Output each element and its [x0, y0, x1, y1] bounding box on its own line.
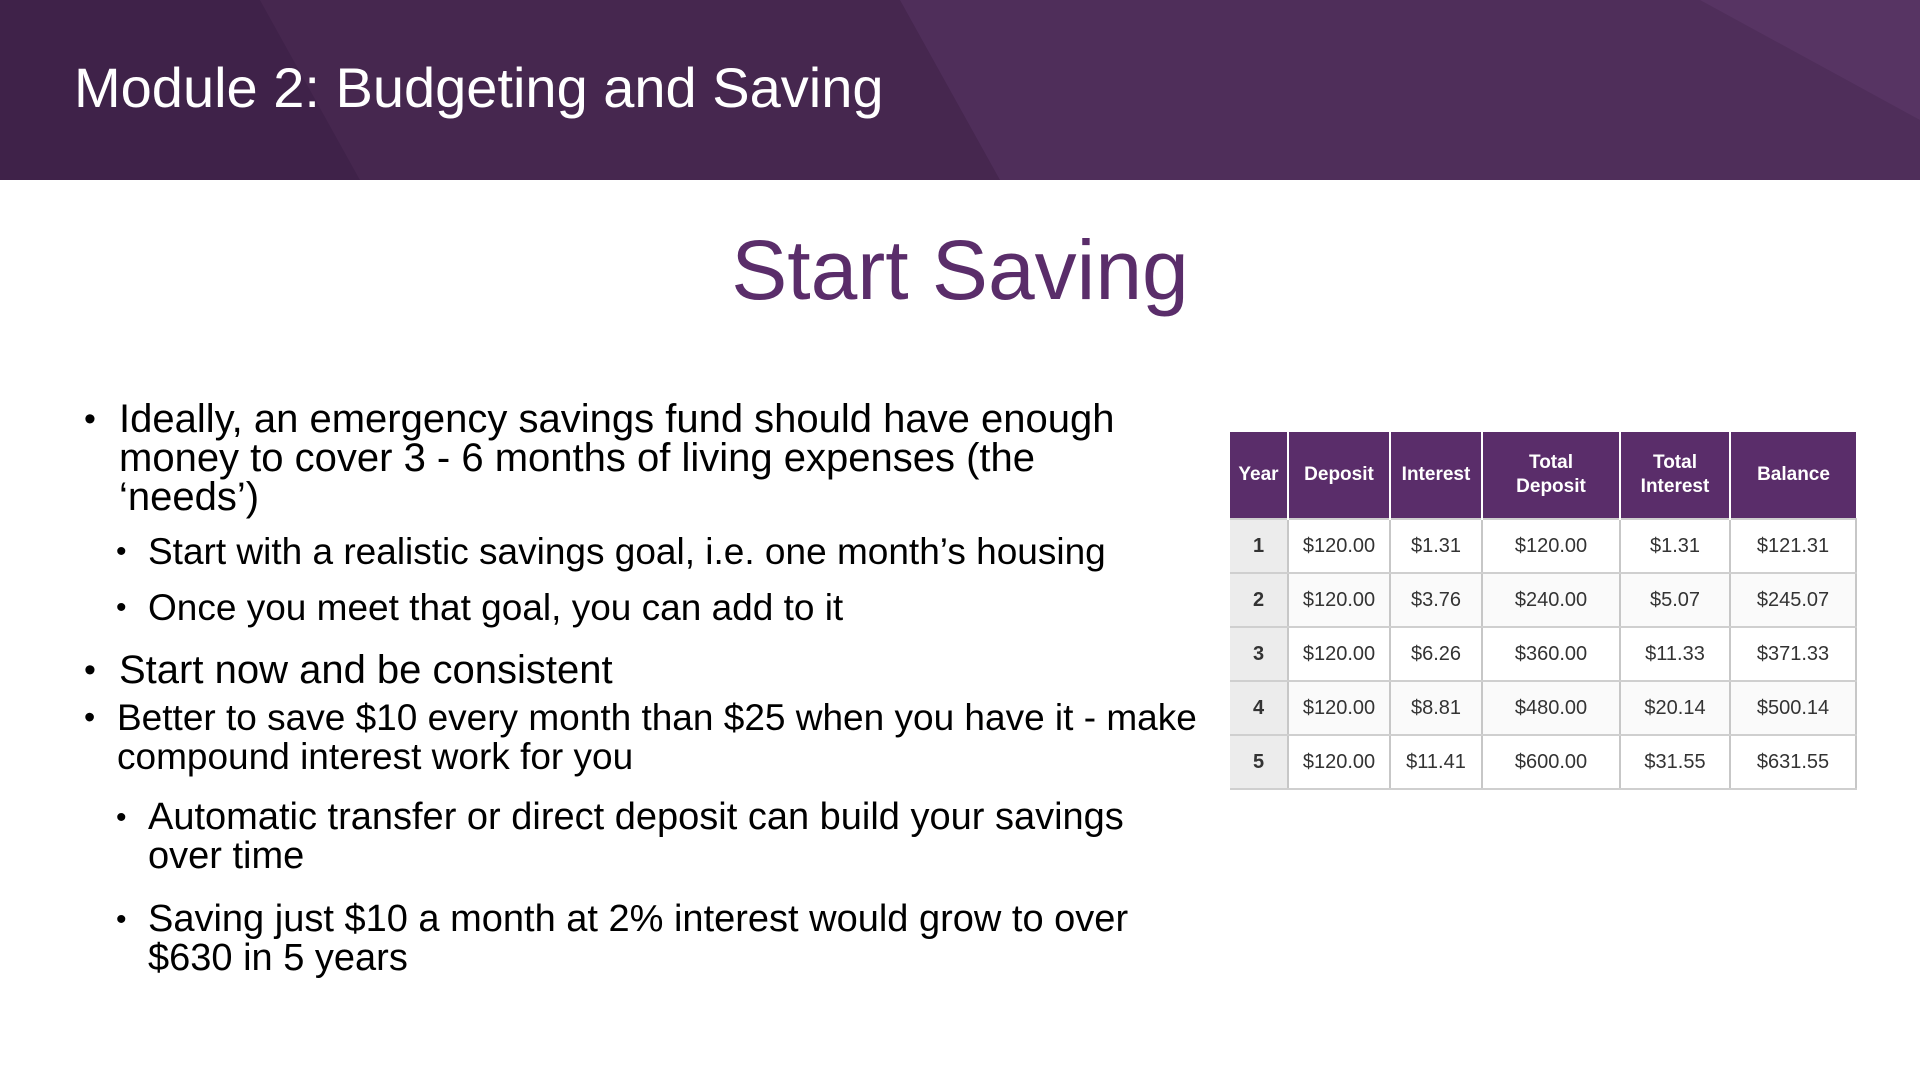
table-cell: $121.31 [1730, 519, 1856, 573]
table-cell: $3.76 [1390, 573, 1482, 627]
table-cell: $8.81 [1390, 681, 1482, 735]
table-cell: $600.00 [1482, 735, 1620, 789]
table-cell: $371.33 [1730, 627, 1856, 681]
bullet-text: Once you meet that goal, you can add to it [148, 587, 844, 628]
sub-bullet-item [84, 900, 1208, 978]
bullet-item [84, 648, 1184, 692]
table-cell: $120.00 [1288, 627, 1390, 681]
sub-bullet-item [84, 589, 1184, 627]
table-cell: $360.00 [1482, 627, 1620, 681]
table-cell: 3 [1230, 627, 1288, 681]
table-cell: $20.14 [1620, 681, 1730, 735]
sub-bullet-item [84, 798, 1148, 876]
column-header-total-deposit: Total Deposit [1482, 432, 1620, 519]
column-header-balance: Balance [1730, 432, 1856, 519]
bullet-dot: • [116, 903, 127, 936]
module-title: Module 2: Budgeting and Saving [74, 56, 884, 119]
bullet-dot: • [84, 699, 96, 735]
table-row [1230, 681, 1856, 735]
table-cell: $6.26 [1390, 627, 1482, 681]
slide-title: Start Saving [731, 223, 1189, 317]
column-header-total-interest: Total Interest [1620, 432, 1730, 519]
table-row [1230, 735, 1856, 789]
bullet-text: Start now and be consistent [119, 648, 613, 692]
savings-table [1230, 432, 1857, 790]
table-cell: $240.00 [1482, 573, 1620, 627]
table-cell: 1 [1230, 519, 1288, 573]
table-cell: $631.55 [1730, 735, 1856, 789]
bullet-text: Automatic transfer or direct deposit can build your savings over time [148, 796, 1124, 877]
table-cell: $11.41 [1390, 735, 1482, 789]
bullet-dot: • [116, 801, 127, 834]
bullet-text: Ideally, an emergency savings fund should have enough money to cover 3 - 6 months of living expenses (the ‘needs’) [119, 397, 1115, 519]
bullet-list [84, 397, 1197, 979]
table-cell: $120.00 [1288, 573, 1390, 627]
bullet-dot: • [84, 651, 96, 689]
sub-bullet-item [84, 533, 1184, 571]
bullet-text: Saving just $10 a month at 2% interest would grow to over $630 in 5 years [148, 898, 1129, 979]
table-cell: $245.07 [1730, 573, 1856, 627]
bullet-dot: • [84, 400, 96, 438]
table-cell: $120.00 [1288, 519, 1390, 573]
column-header-year: Year [1230, 432, 1288, 519]
table-cell: $500.14 [1730, 681, 1856, 735]
table-cell: $120.00 [1482, 519, 1620, 573]
bullet-text: Better to save $10 every month than $25 when you have it - make compound interest work for you [117, 697, 1197, 777]
table-cell: $120.00 [1288, 735, 1390, 789]
column-header-deposit: Deposit [1288, 432, 1390, 519]
table-cell: 4 [1230, 681, 1288, 735]
table-row [1230, 573, 1856, 627]
savings-table-container [1230, 432, 1856, 790]
bullet-dot: • [116, 591, 127, 624]
bullet-item [84, 698, 1197, 776]
column-header-interest: Interest [1390, 432, 1482, 519]
table-row [1230, 627, 1856, 681]
bullet-text: Start with a realistic savings goal, i.e. one month’s housing [148, 531, 1106, 572]
table-cell: $480.00 [1482, 681, 1620, 735]
bullet-item [84, 397, 1179, 519]
table-row [1230, 519, 1856, 573]
table-cell: $5.07 [1620, 573, 1730, 627]
bullet-dot: • [116, 535, 127, 568]
header-band [0, 0, 1920, 180]
table-cell: 5 [1230, 735, 1288, 789]
table-cell: $1.31 [1620, 519, 1730, 573]
table-cell: $31.55 [1620, 735, 1730, 789]
table-cell: 2 [1230, 573, 1288, 627]
table-cell: $11.33 [1620, 627, 1730, 681]
table-cell: $1.31 [1390, 519, 1482, 573]
table-cell: $120.00 [1288, 681, 1390, 735]
table-header-row [1230, 432, 1856, 519]
